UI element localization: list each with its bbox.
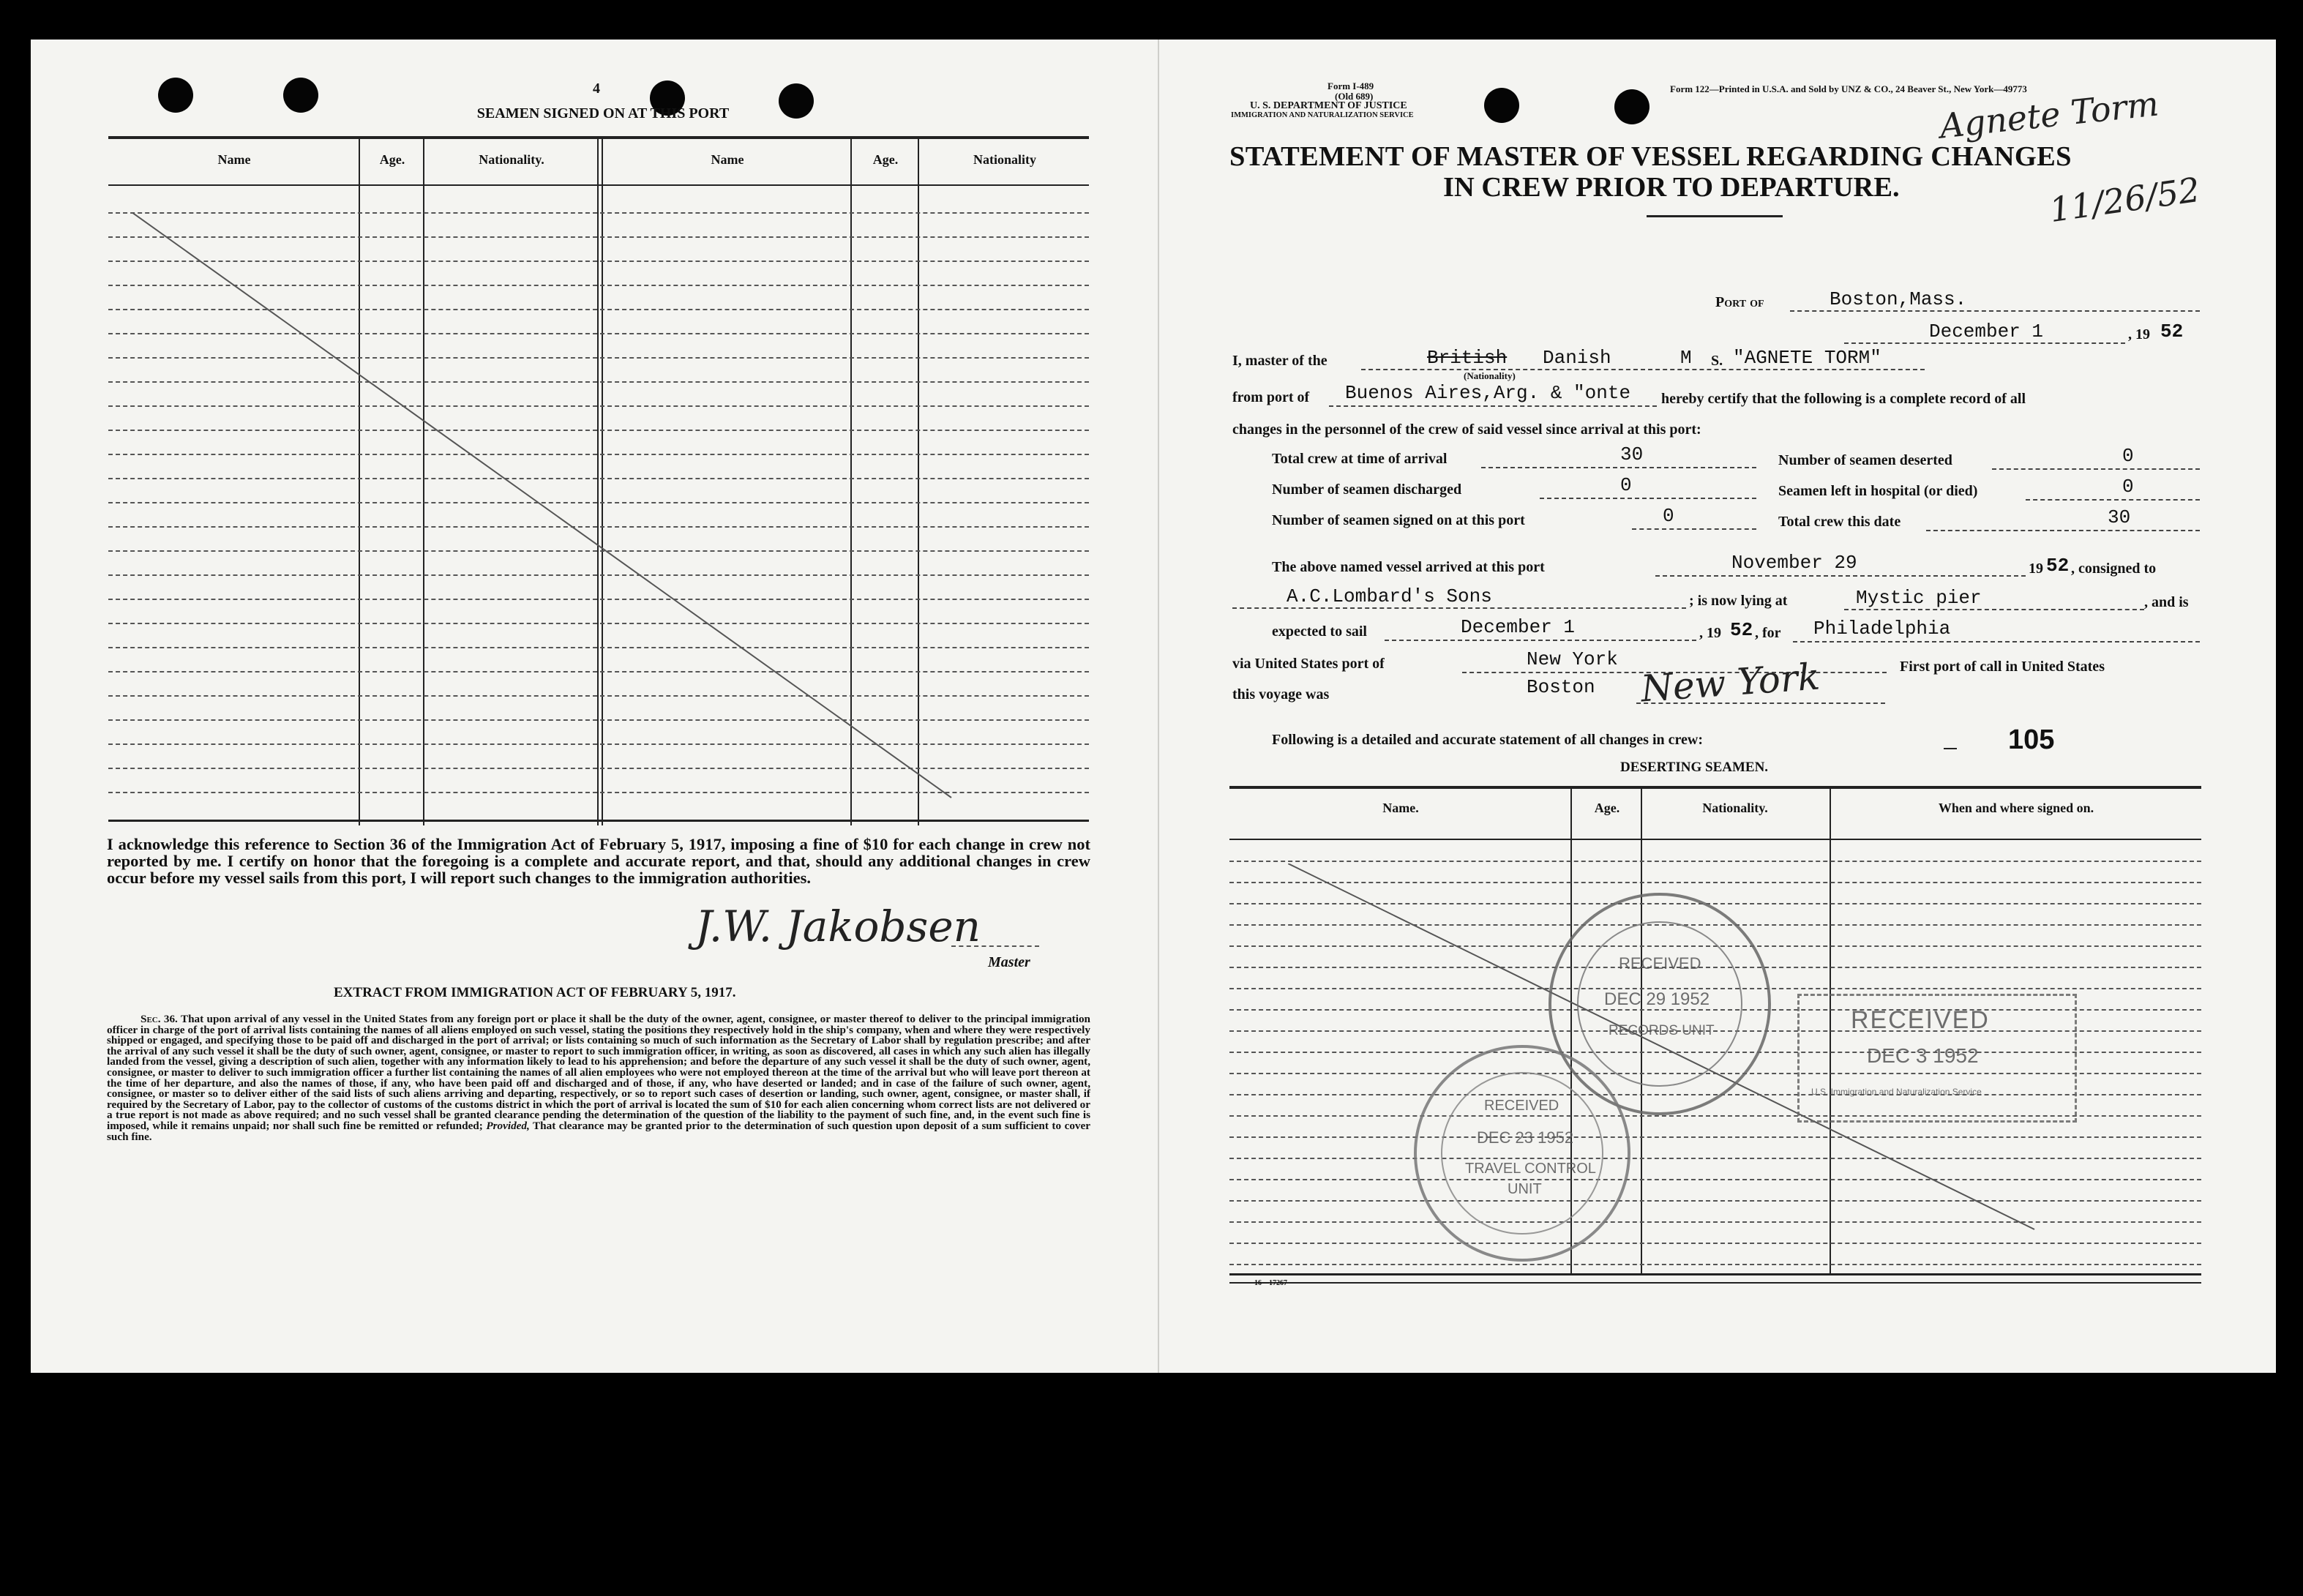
- stamp3-received: RECEIVED: [1484, 1098, 1559, 1114]
- form-title-line-2: IN CREW PRIOR TO DEPARTURE.: [1443, 172, 1900, 203]
- hospital-value: 0: [2122, 476, 2134, 498]
- total-arrival-label: Total crew at time of arrival: [1272, 451, 1448, 467]
- arrived-year-19: 19: [2029, 561, 2043, 577]
- sail-year-19: , 19: [1699, 625, 1721, 641]
- vessel-type-prefix: M: [1680, 347, 1692, 369]
- consignee-blank: [1232, 607, 1686, 609]
- sail-blank: [1385, 640, 1696, 641]
- stamp1-unit: RECORDS UNIT: [1609, 1023, 1715, 1038]
- punch-hole: [158, 78, 193, 113]
- sail-label: expected to sail: [1272, 623, 1367, 640]
- arrived-label: The above named vessel arrived at this port: [1272, 559, 1545, 575]
- form-id: Form I-489: [1327, 80, 1374, 91]
- extract-text: That upon arrival of any vessel in the United States from any foreign port or place it shall be the duty of the owner, agent, consignee, or master thereof to deliver to the principal immigration officer in charge of the port of arrival lists containing the names of all aliens employed on such vessel, stating the positions they respectively hold in the ship's company, when and where they were respectively shipped or engaged, and specifying those to be paid off and discharged in the port of arrival; or lists containing so much of such information as the Secretary of Labor shall by regulation prescribe; and after the arrival of any such vessel it shall be the duty of such owner, agent, consignee, or master to report to such immigration officer, in writing, as soon as discovered, all cases in which any such alien has illegally landed from the vessel, giving a description of such alien, together with any information likely to lead to his apprehension; and before the departure of any such vessel it shall be the duty of such owner, agent, consignee, or master to deliver to such immigration officer a further list containing the names of all alien employees who were not employed thereon at the time of the arrival but who will leave port thereon at the time of her departure, and also the names of those, if any, who have been paid off and discharged and of those, if any, who have deserted or landed; and in case of the failure of such owner, agent, consignee, or master so to deliver either of the said lists of such aliens arriving and departing, respectively, or so to report such cases of desertion or landing, such owner, agent, consignee, or master shall, if required by the Secretary of Labor, pay to the collector of customs of the customs district in which the port of arrival is located the sum of $10 for each alien concerning whom correct lists are not delivered or a true report is not made as above required; and no such vessel shall be granted clearance pending the determination of the question of the liability to the payment of such fine, and, in the event such fine is imposed, while it remains unpaid; nor shall such fine be remitted or refunded;: [107, 1013, 1090, 1132]
- stamp2-date: DEC 3 1952: [1867, 1044, 1979, 1067]
- following-label: Following is a detailed and accurate statement of all changes in crew:: [1272, 732, 1704, 748]
- handwritten-vessel-name: Agnete Torm: [1938, 83, 2161, 146]
- discharged-blank: [1540, 498, 1756, 499]
- discharged-value: 0: [1620, 474, 1632, 496]
- lying-blank: [1844, 609, 2144, 610]
- punch-hole: [283, 78, 318, 113]
- form-title-line-1: STATEMENT OF MASTER OF VESSEL REGARDING CHANGES: [1229, 141, 2072, 172]
- consigned-label: , consigned to: [2071, 561, 2157, 577]
- table-row: [1229, 1264, 2201, 1265]
- col-header-nationality-2: Nationality: [973, 152, 1036, 167]
- col-header-age: Age.: [379, 152, 405, 167]
- page-number: 4: [593, 80, 600, 97]
- stamp2-service: U.S. Immigration and Naturalization Service: [1811, 1087, 1982, 1097]
- received-box-stamp: [1797, 994, 2077, 1123]
- date-year-prefix: , 19: [2128, 326, 2150, 342]
- voyage-value: Boston: [1527, 676, 1595, 698]
- right-col-signed-on: When and where signed on.: [1938, 801, 2094, 815]
- service-name: IMMIGRATION AND NATURALIZATION SERVICE: [1231, 111, 1414, 119]
- via-label: via United States port of: [1232, 656, 1385, 672]
- printer-line: Form 122—Printed in U.S.A. and Sold by UNZ & CO., 24 Beaver St., New York—49773: [1670, 83, 2027, 94]
- stamp1-date: DEC 29 1952: [1604, 989, 1710, 1009]
- acknowledgement-text: I acknowledge this reference to Section 36 of the Immigration Act of February 5, 1917, imposing a fine of $10 for each change in crew not reported by me. I certify on honor that the foregoing is a complete and accurate report, and that, should any additional changes in crew occur before my vessel sails from this port, I will report such changes to the immigration authorities.: [107, 835, 1090, 887]
- table-row: [1229, 861, 2201, 862]
- handwritten-date: 11/26/52: [2047, 169, 2203, 231]
- right-col-age: Age.: [1594, 801, 1620, 815]
- lying-label: ; is now lying at: [1689, 593, 1788, 609]
- struck-nationality: British: [1427, 347, 1508, 369]
- vessel-type-suffix: S.: [1711, 353, 1723, 369]
- consignee-value: A.C.Lombard's Sons: [1287, 585, 1492, 607]
- for-blank: [1793, 641, 2200, 642]
- signed-on-label: Number of seamen signed on at this port: [1272, 512, 1525, 528]
- vessel-name-value: "AGNETE TORM": [1733, 347, 1881, 369]
- punch-hole: [779, 83, 814, 119]
- sail-year-value: 52: [1730, 619, 1753, 641]
- from-port-label: from port of: [1232, 389, 1310, 405]
- total-arrival-blank: [1481, 467, 1756, 468]
- signature-line: [951, 945, 1039, 947]
- nationality-caption: (Nationality): [1464, 370, 1516, 381]
- arrived-value: November 29: [1731, 552, 1857, 574]
- stamp3-unit-2: UNIT: [1508, 1181, 1542, 1197]
- page-fold: [1158, 40, 1159, 1373]
- stamp3-date: DEC 23 1952: [1477, 1128, 1574, 1147]
- deserted-label: Number of seamen deserted: [1778, 452, 1952, 468]
- extract-provided: Provided,: [486, 1119, 530, 1132]
- discharged-label: Number of seamen discharged: [1272, 482, 1462, 498]
- port-of-value: Boston,Mass.: [1830, 288, 1967, 310]
- vessel-blank: [1361, 369, 1925, 370]
- stamp2-received: RECEIVED: [1851, 1006, 1990, 1034]
- total-date-label: Total crew this date: [1778, 514, 1901, 530]
- voyage-handwritten: New York: [1639, 655, 1821, 711]
- footer-code: 16—17267: [1254, 1279, 1287, 1287]
- title-underline: [1647, 215, 1783, 217]
- col-header-name: Name: [217, 152, 251, 167]
- right-table-bottom-rule-2: [1229, 1282, 2201, 1284]
- master-signature: J.W. Jakobsen: [695, 902, 981, 951]
- for-label: , for: [1755, 625, 1781, 641]
- total-date-blank: [1926, 530, 2200, 531]
- stamp3-unit-1: TRAVEL CONTROL: [1465, 1161, 1596, 1177]
- deserted-value: 0: [2122, 445, 2134, 467]
- stamp-circle: [1405, 1036, 1639, 1270]
- for-value: Philadelphia: [1813, 618, 1951, 640]
- signed-on-blank: [1632, 528, 1756, 530]
- right-table-header-rule: [1229, 839, 2201, 840]
- deserting-seamen-title: DESERTING SEAMEN.: [1620, 760, 1769, 775]
- extract-section-label: Sec. 36.: [141, 1013, 178, 1025]
- right-col-nationality: Nationality.: [1702, 801, 1768, 815]
- punch-hole: [1484, 88, 1519, 123]
- extract-title: EXTRACT FROM IMMIGRATION ACT OF FEBRUARY 5, 1917.: [334, 985, 736, 1000]
- master-caption: Master: [988, 954, 1030, 970]
- right-table-top-rule: [1229, 786, 2201, 789]
- punch-hole: [1614, 89, 1649, 124]
- nationality-value: Danish: [1543, 347, 1611, 369]
- table-top-rule: [108, 136, 1089, 139]
- stamped-count: 105: [2008, 724, 2055, 755]
- travel-control-stamp: [1405, 1036, 1639, 1270]
- extract-body: [107, 1014, 1090, 1142]
- lying-value: Mystic pier: [1856, 587, 1982, 609]
- hospital-blank: [2026, 499, 2200, 501]
- total-arrival-value: 30: [1620, 443, 1644, 465]
- total-date-value: 30: [2108, 506, 2131, 528]
- table-header-rule: [108, 184, 1089, 186]
- form-old-id: (Old 689): [1335, 91, 1374, 102]
- date-value: December 1: [1929, 321, 2044, 342]
- first-port-label: First port of call in United States: [1900, 659, 2105, 675]
- voyage-label: this voyage was: [1232, 686, 1330, 703]
- changes-text: changes in the personnel of the crew of said vessel since arrival at this port:: [1232, 422, 1701, 438]
- and-is-text: , and is: [2144, 594, 2189, 610]
- count-dash: [1944, 748, 1957, 749]
- deserted-blank: [1992, 468, 2200, 470]
- date-blank: [1844, 342, 2125, 344]
- signed-on-value: 0: [1663, 505, 1674, 527]
- certify-text: hereby certify that the following is a complete record of all: [1661, 391, 2026, 407]
- sail-value: December 1: [1461, 616, 1576, 638]
- department-name: U. S. DEPARTMENT OF JUSTICE: [1250, 100, 1407, 111]
- cancellation-line: [132, 212, 1054, 812]
- stamp1-received: RECEIVED: [1619, 954, 1701, 973]
- table-bottom-rule: [108, 820, 1089, 822]
- right-col-name: Name.: [1382, 801, 1419, 815]
- arrived-blank: [1655, 575, 2026, 577]
- from-port-blank: [1329, 405, 1657, 407]
- port-of-blank: [1790, 310, 2200, 312]
- date-year-value: 52: [2160, 321, 2184, 342]
- signed-on-title: SEAMEN SIGNED ON AT THIS PORT: [476, 105, 730, 121]
- port-of-label: Port of: [1715, 294, 1764, 310]
- from-port-value: Buenos Aires,Arg. & "onte: [1345, 382, 1631, 404]
- right-table-bottom-rule: [1229, 1273, 2201, 1275]
- col-header-age-2: Age.: [872, 152, 899, 167]
- arrived-year-value: 52: [2046, 555, 2070, 577]
- master-of-label: I, master of the: [1232, 353, 1327, 369]
- col-header-name-2: Name: [711, 152, 744, 167]
- extract-tail: That clearance may be granted prior to the determination of such question upon deposit of a sum sufficient to cover such fine.: [107, 1119, 1091, 1143]
- hospital-label: Seamen left in hospital (or died): [1778, 483, 1978, 499]
- via-value: New York: [1527, 648, 1618, 670]
- voyage-blank: [1636, 703, 1885, 704]
- col-header-nationality: Nationality.: [479, 152, 544, 167]
